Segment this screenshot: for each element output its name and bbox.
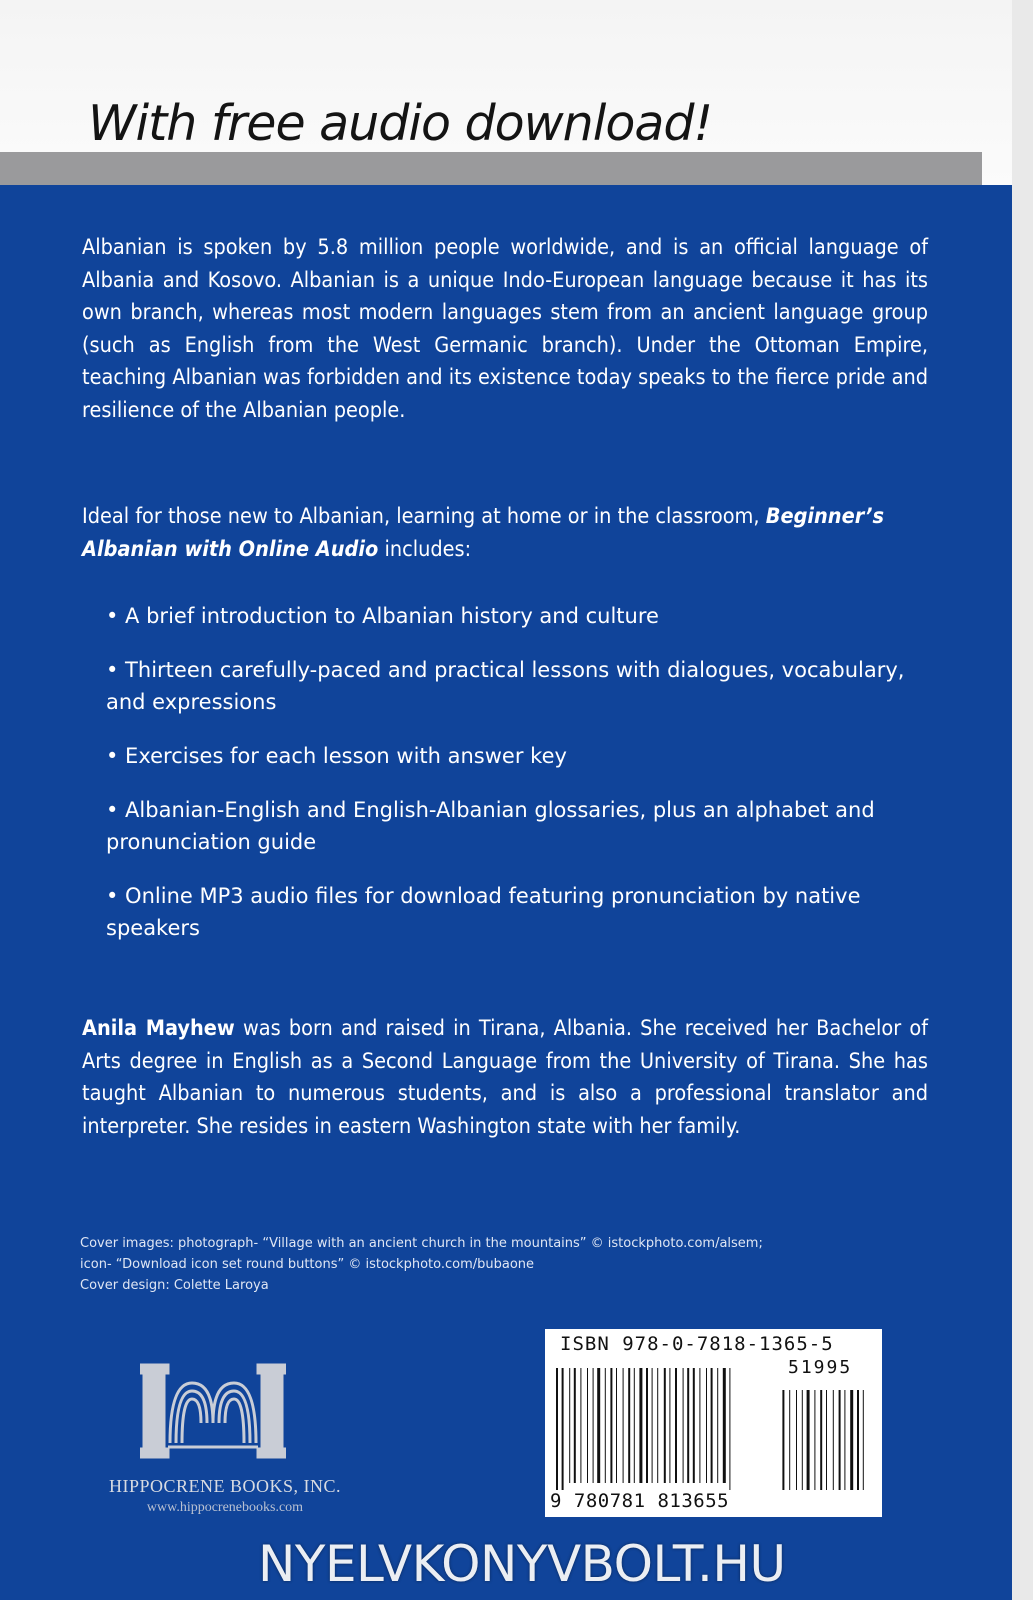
barcode-bar xyxy=(646,1368,648,1483)
barcode-bar xyxy=(657,1368,658,1483)
description-paragraph: Albanian is spoken by 5.8 million people worldwide, and is an official language of Albania and Kosovo. Albanian is a unique Indo-European language because it has its own branch, whereas most modern languages stem from an ancient language group (such as English from the West Germanic branch). Under the Ottoman Empire, teaching Albanian was forbidden and its existence today speaks to the fierce pride and resilience of the Albanian people. xyxy=(82,235,928,423)
barcode-addon-bar xyxy=(796,1390,797,1490)
barcode-addon-bar xyxy=(844,1390,845,1490)
intro-paragraph xyxy=(82,501,928,566)
barcode-addon-bar xyxy=(820,1390,822,1490)
barcode-bar xyxy=(580,1368,581,1483)
barcode-bar xyxy=(711,1368,713,1483)
book-title: Beginner’s Albanian with Online Audio xyxy=(82,504,885,562)
barcode-addon-bar xyxy=(807,1390,810,1490)
author-bio xyxy=(82,1013,928,1143)
barcode-addon-bar xyxy=(857,1390,859,1490)
barcode-bars xyxy=(548,1360,878,1490)
barcode-addon-bar xyxy=(814,1390,815,1490)
bio-text: was born and raised in Tirana, Albania. She received her Bachelor of Arts degree in English as a Second Language from the University of Tirana. She has taught Albanian to numerous students, and is also a professional translator and interpreter. She resides in eastern Washington state with her family. xyxy=(82,1016,928,1139)
barcode-bar xyxy=(593,1368,594,1483)
barcode-bar xyxy=(605,1368,606,1483)
barcode-bar xyxy=(562,1368,564,1490)
barcode-bar xyxy=(723,1368,726,1483)
credit-line: icon- “Download icon set round buttons” © istockphoto.com/bubaone xyxy=(80,1257,535,1272)
grey-accent-bar xyxy=(0,152,982,188)
intro-lead: Ideal for those new to Albanian, learning at home or in the classroom, xyxy=(82,504,760,529)
barcode-bar xyxy=(652,1368,653,1483)
barcode-bar xyxy=(699,1368,700,1483)
publisher-logo-icon xyxy=(140,1363,286,1459)
barcode-bar xyxy=(675,1368,677,1483)
barcode-addon-bar xyxy=(802,1390,803,1490)
credit-line: Cover design: Colette Laroya xyxy=(80,1278,269,1293)
publisher-url: www.hippocrenebooks.com xyxy=(146,1500,304,1515)
barcode-bar xyxy=(587,1368,588,1483)
barcode-bar xyxy=(706,1368,707,1483)
right-edge-strip xyxy=(1012,0,1033,1600)
barcode-bar xyxy=(616,1368,617,1483)
feature-item: • A brief introduction to Albanian history and culture xyxy=(106,604,659,628)
author-name: Anila Mayhew xyxy=(82,1016,235,1041)
barcode-bar xyxy=(639,1368,642,1483)
intro-tail: includes: xyxy=(384,536,472,562)
barcode-bar xyxy=(634,1368,635,1483)
feature-item: • Albanian-English and English-Albanian glossaries, plus an alphabet and pronunciation guide xyxy=(106,798,875,854)
barcode-bar xyxy=(717,1368,718,1483)
barcode-bar xyxy=(574,1368,576,1483)
barcode-addon-bar xyxy=(863,1390,864,1490)
barcode-bar xyxy=(610,1368,612,1483)
feature-list xyxy=(106,600,926,966)
barcode-bar xyxy=(683,1368,684,1483)
headline: With free audio download! xyxy=(88,95,713,152)
price-code: 51995 xyxy=(788,1357,853,1378)
barcode-bar xyxy=(729,1368,730,1490)
feature-item: • Thirteen carefully-paced and practical lessons with dialogues, vocabulary, and expressions xyxy=(106,658,905,714)
barcode-bar xyxy=(569,1368,570,1483)
barcode-bar xyxy=(664,1368,666,1483)
barcode-bar xyxy=(597,1368,600,1483)
barcode-addon-bar xyxy=(833,1390,834,1490)
barcode-addon-bar xyxy=(782,1390,784,1490)
barcode-addon-bar xyxy=(789,1390,790,1490)
isbn-text: ISBN 978-0-7818-1365-5 xyxy=(560,1333,834,1355)
watermark: NYELVKONYVBOLT.HU xyxy=(258,1535,786,1593)
feature-item: • Exercises for each lesson with answer key xyxy=(106,744,567,768)
barcode-bar xyxy=(628,1368,630,1483)
barcode-addon-bar xyxy=(839,1390,841,1490)
credit-line: Cover images: photograph- “Village with an ancient church in the mountains” © istockphoto.com/alsem; xyxy=(80,1236,763,1251)
barcode-bar xyxy=(687,1368,689,1483)
barcode-addon-bar xyxy=(850,1390,853,1490)
barcode-bar xyxy=(623,1368,624,1483)
barcode-bar xyxy=(556,1368,558,1490)
publisher-name: HIPPOCRENE BOOKS, INC. xyxy=(108,1476,342,1496)
barcode-bar xyxy=(693,1368,695,1483)
barcode-bar xyxy=(669,1368,670,1483)
cover-credits xyxy=(80,1233,940,1296)
barcode-addon-bar xyxy=(826,1390,827,1490)
feature-item: • Online MP3 audio files for download featuring pronunciation by native speakers xyxy=(106,884,861,940)
ean-digits: 9 780781 813655 xyxy=(550,1490,730,1512)
